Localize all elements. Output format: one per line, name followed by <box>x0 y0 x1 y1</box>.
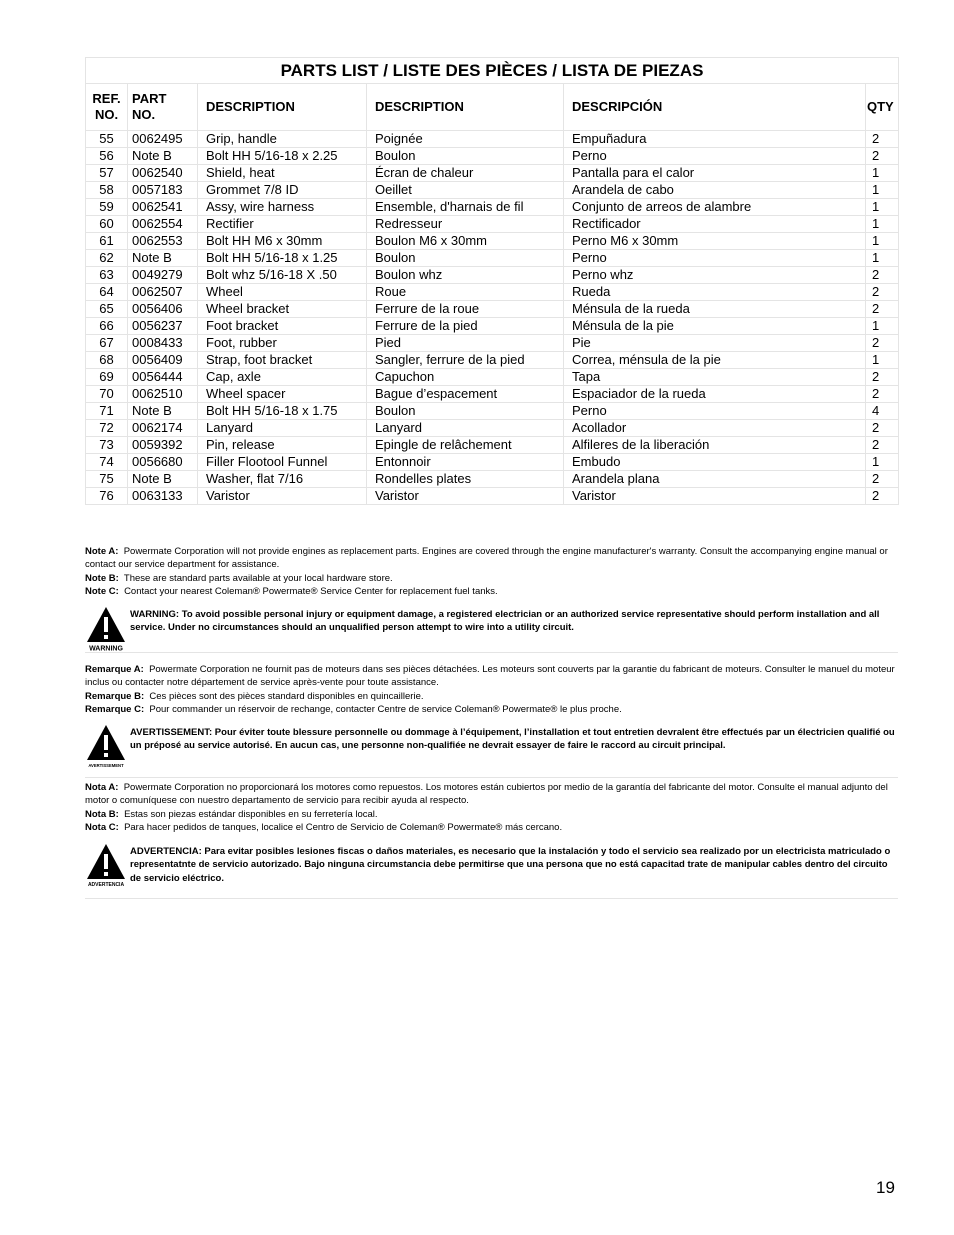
nota-a: Nota A: Powermate Corporation no proporcionará los motores como repuestos. Los motores están cubiertos por medio de la garantía del fabricante del motor. Consulte el manual adjunto del motor o comuníquese con nuestro departamento de servicio para recibir ayuda al respecto. <box>85 782 888 807</box>
table-row <box>86 284 899 301</box>
cell-part-no: 0062553 <box>128 233 198 250</box>
table-row <box>86 267 899 284</box>
cell-description-fr: Epingle de relâchement <box>367 437 564 454</box>
note-a: Note A: Powermate Corporation will not provide engines as replacement parts. Engines are covered through the engine manufacturer's warranty. Consult the accompanying engine manual or contact our service department for assistance. <box>85 546 888 571</box>
cell-ref-no: 75 <box>86 471 128 488</box>
cell-part-no: 0062540 <box>128 165 198 182</box>
column-header-row <box>86 84 899 131</box>
cell-part-no: Note B <box>128 471 198 488</box>
table-row <box>86 182 899 199</box>
cell-description-fr: Roue <box>367 284 564 301</box>
cell-description-fr: Boulon M6 x 30mm <box>367 233 564 250</box>
cell-ref-no: 69 <box>86 369 128 386</box>
cell-ref-no: 59 <box>86 199 128 216</box>
cell-ref-no: 72 <box>86 420 128 437</box>
cell-description-fr: Capuchon <box>367 369 564 386</box>
cell-qty: 2 <box>866 267 899 284</box>
cell-description-en: Bolt HH 5/16-18 x 1.75 <box>198 403 367 420</box>
cell-description-es: Arandela plana <box>564 471 866 488</box>
cell-ref-no: 66 <box>86 318 128 335</box>
cell-description-fr: Rondelles plates <box>367 471 564 488</box>
cell-qty: 1 <box>866 216 899 233</box>
cell-part-no: 0056409 <box>128 352 198 369</box>
table-row <box>86 250 899 267</box>
cell-description-en: Bolt HH M6 x 30mm <box>198 233 367 250</box>
cell-description-en: Wheel bracket <box>198 301 367 318</box>
cell-qty: 1 <box>866 318 899 335</box>
cell-description-fr: Varistor <box>367 488 564 505</box>
warning-triangle-icon <box>85 606 127 652</box>
table-row <box>86 420 899 437</box>
cell-description-en: Strap, foot bracket <box>198 352 367 369</box>
cell-ref-no: 67 <box>86 335 128 352</box>
cell-ref-no: 58 <box>86 182 128 199</box>
cell-description-en: Bolt HH 5/16-18 x 2.25 <box>198 148 367 165</box>
avertissement-text: AVERTISSEMENT: Pour éviter toute blessure personnelle ou dommage à l’équipement, l’installation et tout entretien devralent être effectués par un électricien qualifié ou un préposé au service autorisé. En aucun cas, une personne non-qualifiée ne devrait essayer de faire le raccord au circuit principal. <box>130 727 895 752</box>
warning-french <box>85 724 898 778</box>
cell-qty: 1 <box>866 454 899 471</box>
cell-description-en: Grip, handle <box>198 131 367 148</box>
cell-description-es: Ménsula de la pie <box>564 318 866 335</box>
warning-text: WARNING: To avoid possible personal injury or equipment damage, a registered electrician or an authorized service representative should perform installation and all service. Under no circumstances should an unqualified person attempt to wire into a utility circuit. <box>130 609 880 634</box>
cell-description-fr: Ferrure de la roue <box>367 301 564 318</box>
cell-description-en: Wheel <box>198 284 367 301</box>
cell-ref-no: 76 <box>86 488 128 505</box>
cell-qty: 4 <box>866 403 899 420</box>
svg-text:ADVERTENCIA: ADVERTENCIA <box>87 882 125 888</box>
cell-description-fr: Ensemble, d'harnais de fil <box>367 199 564 216</box>
cell-part-no: 0062554 <box>128 216 198 233</box>
header-description-en: DESCRIPTION <box>198 84 367 131</box>
header-part-no: PART NO. <box>128 84 198 131</box>
cell-part-no: Note B <box>128 403 198 420</box>
cell-description-es: Tapa <box>564 369 866 386</box>
cell-description-fr: Sangler, ferrure de la pied <box>367 352 564 369</box>
nota-b: Nota B: Estas son piezas estándar disponibles en su ferretería local. <box>85 808 378 820</box>
cell-description-fr: Poignée <box>367 131 564 148</box>
cell-ref-no: 74 <box>86 454 128 471</box>
cell-qty: 2 <box>866 301 899 318</box>
cell-description-fr: Boulon <box>367 148 564 165</box>
cell-description-es: Perno M6 x 30mm <box>564 233 866 250</box>
cell-part-no: 0059392 <box>128 437 198 454</box>
warning-spanish <box>85 843 898 899</box>
cell-qty: 2 <box>866 148 899 165</box>
remarque-c: Remarque C: Pour commander un réservoir de rechange, contacter Centre de service Coleman® Powermate® le plus proche. <box>85 703 622 715</box>
cell-part-no: 0062541 <box>128 199 198 216</box>
cell-description-es: Correa, ménsula de la pie <box>564 352 866 369</box>
parts-list-title: PARTS LIST / LISTE DES PIÈCES / LISTA DE PIEZAS <box>86 58 899 84</box>
table-row <box>86 335 899 352</box>
header-description-es: DESCRIPCIÓN <box>564 84 866 131</box>
cell-part-no: 0063133 <box>128 488 198 505</box>
cell-description-en: Foot bracket <box>198 318 367 335</box>
table-row <box>86 403 899 420</box>
cell-part-no: 0056237 <box>128 318 198 335</box>
advertencia-text: ADVERTENCIA: Para evitar posibles lesiones fiscas o daños materiales, es necesario que la instalación y todo el servicio sea realizado por un electricista matriculado o representatnte de servicio autorizado. Bajo ninguna circumstancia debe permitirse que una persona que no está capacitad trate de manipular cables dentro del circuito de servicio eléctrico. <box>130 846 891 884</box>
cell-ref-no: 55 <box>86 131 128 148</box>
cell-description-es: Perno <box>564 403 866 420</box>
warning-english <box>85 606 898 653</box>
cell-qty: 1 <box>866 250 899 267</box>
remarque-a: Remarque A: Powermate Corporation ne fournit pas de moteurs dans ses pièces détachées. Les moteurs sont couverts par la garantie du fabricant de moteurs. Consulter le manuel du moteur inclus ou contacter notre département de service après-vente pour toute assistance. <box>85 664 895 689</box>
cell-qty: 1 <box>866 182 899 199</box>
cell-description-es: Alfileres de la liberación <box>564 437 866 454</box>
cell-ref-no: 57 <box>86 165 128 182</box>
cell-qty: 2 <box>866 437 899 454</box>
cell-part-no: 0056680 <box>128 454 198 471</box>
cell-ref-no: 68 <box>86 352 128 369</box>
cell-description-en: Washer, flat 7/16 <box>198 471 367 488</box>
table-row <box>86 199 899 216</box>
cell-qty: 2 <box>866 369 899 386</box>
cell-description-es: Acollador <box>564 420 866 437</box>
cell-qty: 1 <box>866 352 899 369</box>
cell-qty: 2 <box>866 420 899 437</box>
header-qty: QTY <box>866 84 899 131</box>
cell-qty: 2 <box>866 131 899 148</box>
note-b: Note B: These are standard parts available at your local hardware store. <box>85 572 393 584</box>
table-row <box>86 437 899 454</box>
cell-description-es: Pie <box>564 335 866 352</box>
nota-c: Nota C: Para hacer pedidos de tanques, localice el Centro de Servicio de Coleman® Powermate® más cercano. <box>85 821 563 833</box>
cell-description-en: Varistor <box>198 488 367 505</box>
cell-qty: 1 <box>866 199 899 216</box>
table-row <box>86 386 899 403</box>
cell-qty: 1 <box>866 165 899 182</box>
cell-description-es: Conjunto de arreos de alambre <box>564 199 866 216</box>
cell-description-en: Shield, heat <box>198 165 367 182</box>
cell-description-es: Varistor <box>564 488 866 505</box>
cell-ref-no: 65 <box>86 301 128 318</box>
cell-ref-no: 73 <box>86 437 128 454</box>
cell-qty: 2 <box>866 386 899 403</box>
cell-description-fr: Ferrure de la pied <box>367 318 564 335</box>
cell-description-es: Rueda <box>564 284 866 301</box>
cell-description-fr: Boulon <box>367 403 564 420</box>
cell-ref-no: 60 <box>86 216 128 233</box>
cell-ref-no: 61 <box>86 233 128 250</box>
cell-ref-no: 56 <box>86 148 128 165</box>
cell-part-no: 0062174 <box>128 420 198 437</box>
cell-qty: 1 <box>866 233 899 250</box>
table-row <box>86 216 899 233</box>
table-row <box>86 148 899 165</box>
cell-qty: 2 <box>866 488 899 505</box>
cell-description-en: Bolt whz 5/16-18 X .50 <box>198 267 367 284</box>
cell-description-es: Embudo <box>564 454 866 471</box>
table-row <box>86 369 899 386</box>
notes-english <box>85 545 898 598</box>
cell-ref-no: 62 <box>86 250 128 267</box>
cell-description-en: Assy, wire harness <box>198 199 367 216</box>
cell-description-fr: Lanyard <box>367 420 564 437</box>
notes-spanish <box>85 781 898 834</box>
cell-part-no: Note B <box>128 250 198 267</box>
cell-description-en: Rectifier <box>198 216 367 233</box>
cell-description-en: Pin, release <box>198 437 367 454</box>
cell-qty: 2 <box>866 284 899 301</box>
svg-text:WARNING: WARNING <box>89 645 123 652</box>
cell-description-es: Espaciador de la rueda <box>564 386 866 403</box>
cell-description-en: Foot, rubber <box>198 335 367 352</box>
cell-description-fr: Redresseur <box>367 216 564 233</box>
cell-description-fr: Boulon <box>367 250 564 267</box>
avertissement-triangle-icon <box>85 724 127 770</box>
table-row <box>86 318 899 335</box>
cell-description-es: Perno whz <box>564 267 866 284</box>
parts-list-table <box>85 57 899 505</box>
cell-description-en: Grommet 7/8 ID <box>198 182 367 199</box>
cell-description-fr: Entonnoir <box>367 454 564 471</box>
cell-description-es: Empuñadura <box>564 131 866 148</box>
cell-description-en: Bolt HH 5/16-18 x 1.25 <box>198 250 367 267</box>
table-row <box>86 301 899 318</box>
cell-description-en: Lanyard <box>198 420 367 437</box>
cell-part-no: 0062507 <box>128 284 198 301</box>
svg-text:AVERTISSEMENT: AVERTISSEMENT <box>88 763 124 768</box>
page-number: 19 <box>876 1178 895 1197</box>
header-description-fr: DESCRIPTION <box>367 84 564 131</box>
cell-part-no: 0057183 <box>128 182 198 199</box>
cell-description-fr: Bague d’espacement <box>367 386 564 403</box>
note-c: Note C: Contact your nearest Coleman® Powermate® Service Center for replacement fuel tanks. <box>85 585 498 597</box>
remarque-b: Remarque B: Ces pièces sont des pièces standard disponibles en quincaillerie. <box>85 690 424 702</box>
cell-qty: 2 <box>866 335 899 352</box>
cell-description-es: Pantalla para el calor <box>564 165 866 182</box>
cell-part-no: 0056444 <box>128 369 198 386</box>
cell-description-fr: Écran de chaleur <box>367 165 564 182</box>
cell-ref-no: 63 <box>86 267 128 284</box>
cell-qty: 2 <box>866 471 899 488</box>
cell-part-no: 0062495 <box>128 131 198 148</box>
table-row <box>86 165 899 182</box>
cell-part-no: 0008433 <box>128 335 198 352</box>
cell-ref-no: 64 <box>86 284 128 301</box>
cell-part-no: 0056406 <box>128 301 198 318</box>
cell-description-en: Wheel spacer <box>198 386 367 403</box>
cell-description-fr: Oeillet <box>367 182 564 199</box>
cell-description-es: Rectificador <box>564 216 866 233</box>
cell-description-en: Filler Flootool Funnel <box>198 454 367 471</box>
advertencia-triangle-icon <box>85 843 127 889</box>
cell-ref-no: 71 <box>86 403 128 420</box>
cell-description-fr: Boulon whz <box>367 267 564 284</box>
header-ref-no: REF. NO. <box>86 84 128 131</box>
cell-part-no: 0049279 <box>128 267 198 284</box>
table-row <box>86 471 899 488</box>
table-row <box>86 352 899 369</box>
table-row <box>86 488 899 505</box>
cell-part-no: 0062510 <box>128 386 198 403</box>
cell-description-es: Arandela de cabo <box>564 182 866 199</box>
notes-french <box>85 663 898 716</box>
cell-ref-no: 70 <box>86 386 128 403</box>
cell-description-en: Cap, axle <box>198 369 367 386</box>
table-row <box>86 131 899 148</box>
cell-description-es: Perno <box>564 250 866 267</box>
table-row <box>86 233 899 250</box>
cell-description-es: Perno <box>564 148 866 165</box>
table-row <box>86 454 899 471</box>
cell-description-fr: Pied <box>367 335 564 352</box>
cell-part-no: Note B <box>128 148 198 165</box>
cell-description-es: Ménsula de la rueda <box>564 301 866 318</box>
